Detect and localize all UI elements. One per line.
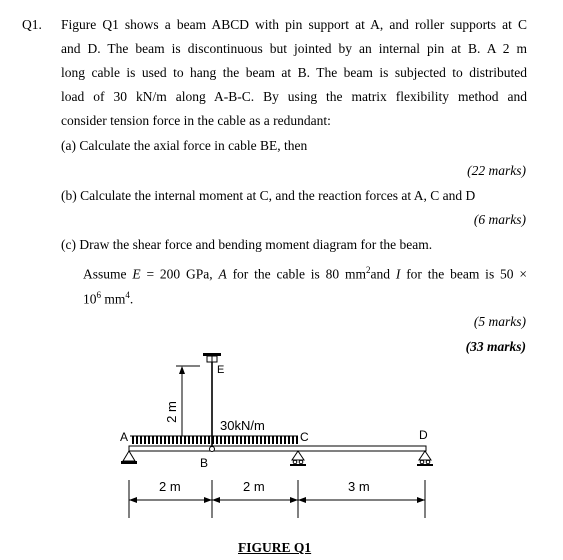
question-line-1: Figure Q1 shows a beam ABCD with pin support at A, and roller supports at C [61,17,527,32]
part-a-marks: (22 marks) [467,163,526,178]
exponent-4: 4 [125,290,130,300]
symbol-E: E [132,266,141,282]
roller-support-d [417,451,433,466]
assume-mid-2: for the cable is 80 mm [226,266,366,282]
question-line-2: and D. The beam is discontinuous but jointed by an internal pin at B. A 2 m [61,41,527,56]
beam-abcd [129,446,426,451]
label-d: D [419,428,428,442]
part-b-marks: (6 marks) [473,212,526,227]
assume-mid-4: for the beam is 50 × [400,266,527,282]
question-line-5: consider tension force in the cable as a redundant: [61,113,331,128]
span-3-label: 3 m [348,479,370,494]
period: . [129,291,134,307]
assume-prefix: Assume [83,266,133,282]
cable-dimension [176,366,200,436]
load-label: 30kN/m [220,418,265,433]
distributed-load [130,436,298,444]
mm-unit: mm [101,291,126,307]
symbol-I: I [395,266,401,282]
internal-pin-b [210,447,215,452]
ten: 10 [83,291,97,307]
symbol-A: A [218,266,227,282]
label-b: B [200,456,209,470]
question-line-4: load of 30 kN/m along A-B-C. By using the matrix flexibility method and [61,89,527,104]
exponent-6: 6 [96,290,101,300]
span-1-label: 2 m [159,479,181,494]
roller-support-c [290,451,306,466]
part-b-text: (b) Calculate the internal moment at C, and the reaction forces at A, C and D [61,188,476,203]
part-c-text: (c) Draw the shear force and bending moment diagram for the beam. [61,237,433,252]
label-e: E [217,364,225,376]
question-number: Q1. [22,17,42,32]
cable-anchor [203,353,221,362]
assume-mid-1: = 200 GPa, [140,266,219,282]
superscript-2: 2 [366,265,371,275]
cable-length-label: 2 m [164,401,179,423]
pin-support-a [121,451,137,464]
figure-caption: FIGURE Q1 [238,540,312,555]
assume-mid-3: and [370,266,396,282]
label-a: A [120,430,129,444]
part-a-text: (a) Calculate the axial force in cable BE, then [61,138,308,153]
label-c: C [300,430,309,444]
part-c-marks: (5 marks) [473,314,526,329]
question-line-3: long cable is used to hang the beam at B. The beam is subjected to distributed [61,65,527,80]
span-2-label: 2 m [243,479,265,494]
total-marks: (33 marks) [465,339,526,354]
